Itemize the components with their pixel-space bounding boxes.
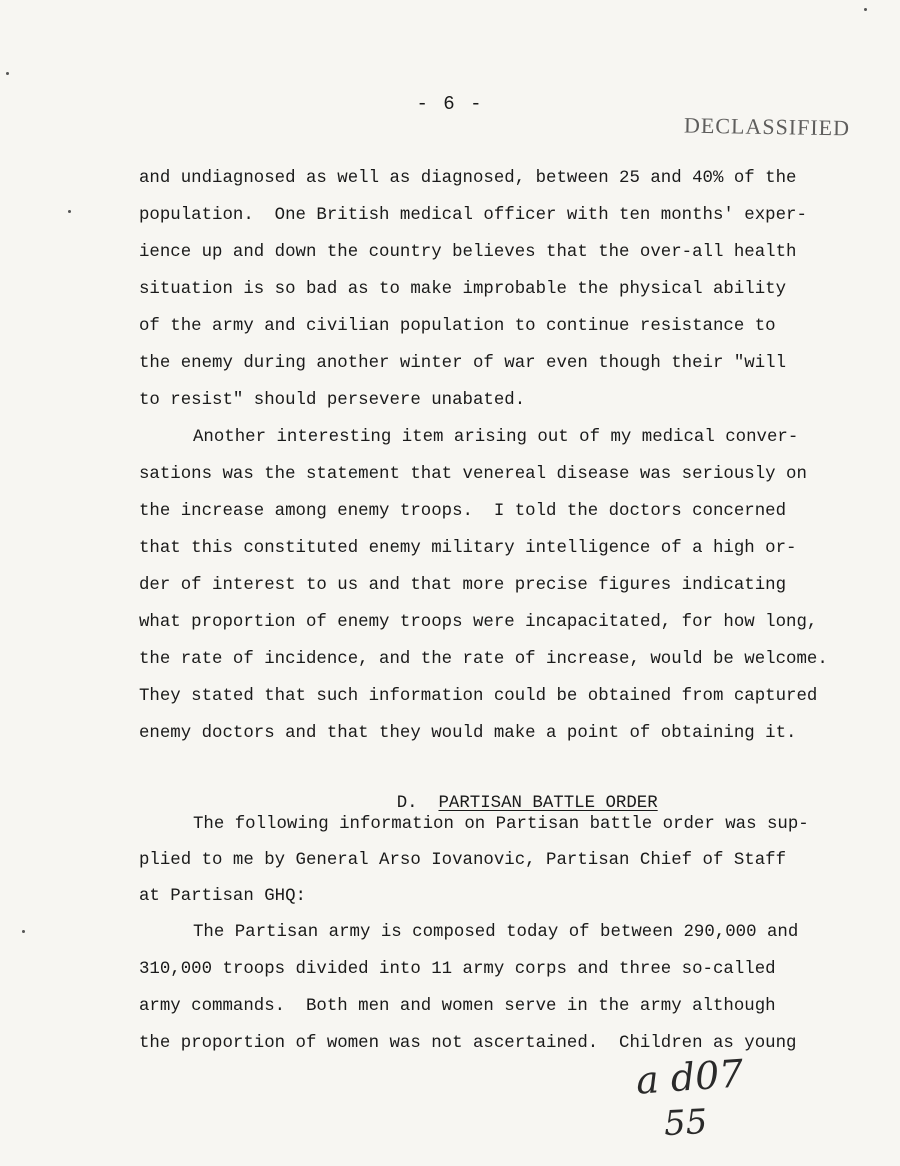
scan-speck	[864, 8, 867, 11]
body-line: of the army and civilian population to continue resistance to	[139, 317, 776, 336]
body-line: population. One British medical officer with ten months' exper-	[139, 206, 807, 225]
body-line: that this constituted enemy military intelligence of a high or-	[139, 539, 797, 558]
body-line: situation is so bad as to make improbable the physical ability	[139, 280, 787, 299]
body-line: ience up and down the country believes that the over-all health	[139, 243, 797, 262]
body-line: and undiagnosed as well as diagnosed, between 25 and 40% of the	[139, 169, 797, 188]
body-line: what proportion of enemy troops were incapacitated, for how long,	[139, 613, 818, 632]
body-line: to resist" should persevere unabated.	[139, 391, 526, 410]
scan-speck	[68, 210, 71, 213]
body-line: der of interest to us and that more precise figures indicating	[139, 576, 787, 595]
handwritten-reference: a d07	[634, 1051, 745, 1103]
body-line: the rate of incidence, and the rate of increase, would be welcome.	[139, 650, 828, 669]
body-line: sations was the statement that venereal disease was seriously on	[139, 465, 807, 484]
scan-speck	[6, 72, 9, 75]
scan-speck	[22, 930, 25, 933]
body-line: The following information on Partisan battle order was sup-	[193, 815, 809, 834]
section-title: PARTISAN BATTLE ORDER	[438, 794, 658, 813]
body-line: enemy doctors and that they would make a point of obtaining it.	[139, 724, 797, 743]
handwritten-number: 55	[662, 1101, 709, 1145]
page-number: - 6 -	[416, 93, 484, 115]
body-line: The Partisan army is composed today of between 290,000 and	[193, 923, 799, 942]
body-line: at Partisan GHQ:	[139, 887, 306, 906]
declassified-stamp: DECLASSIFIED	[683, 112, 851, 141]
body-line: plied to me by General Arso Iovanovic, Partisan Chief of Staff	[139, 851, 787, 870]
body-line: Another interesting item arising out of my medical conver-	[193, 428, 799, 447]
body-line: They stated that such information could be obtained from captured	[139, 687, 818, 706]
body-line: the enemy during another winter of war even though their "will	[139, 354, 787, 373]
body-line: the proportion of women was not ascertained. Children as young	[139, 1034, 797, 1053]
body-line: the increase among enemy troops. I told the doctors concerned	[139, 502, 787, 521]
section-letter: D.	[396, 794, 418, 813]
body-line: 310,000 troops divided into 11 army corps and three so-called	[139, 960, 776, 979]
body-line: army commands. Both men and women serve in the army although	[139, 997, 776, 1016]
